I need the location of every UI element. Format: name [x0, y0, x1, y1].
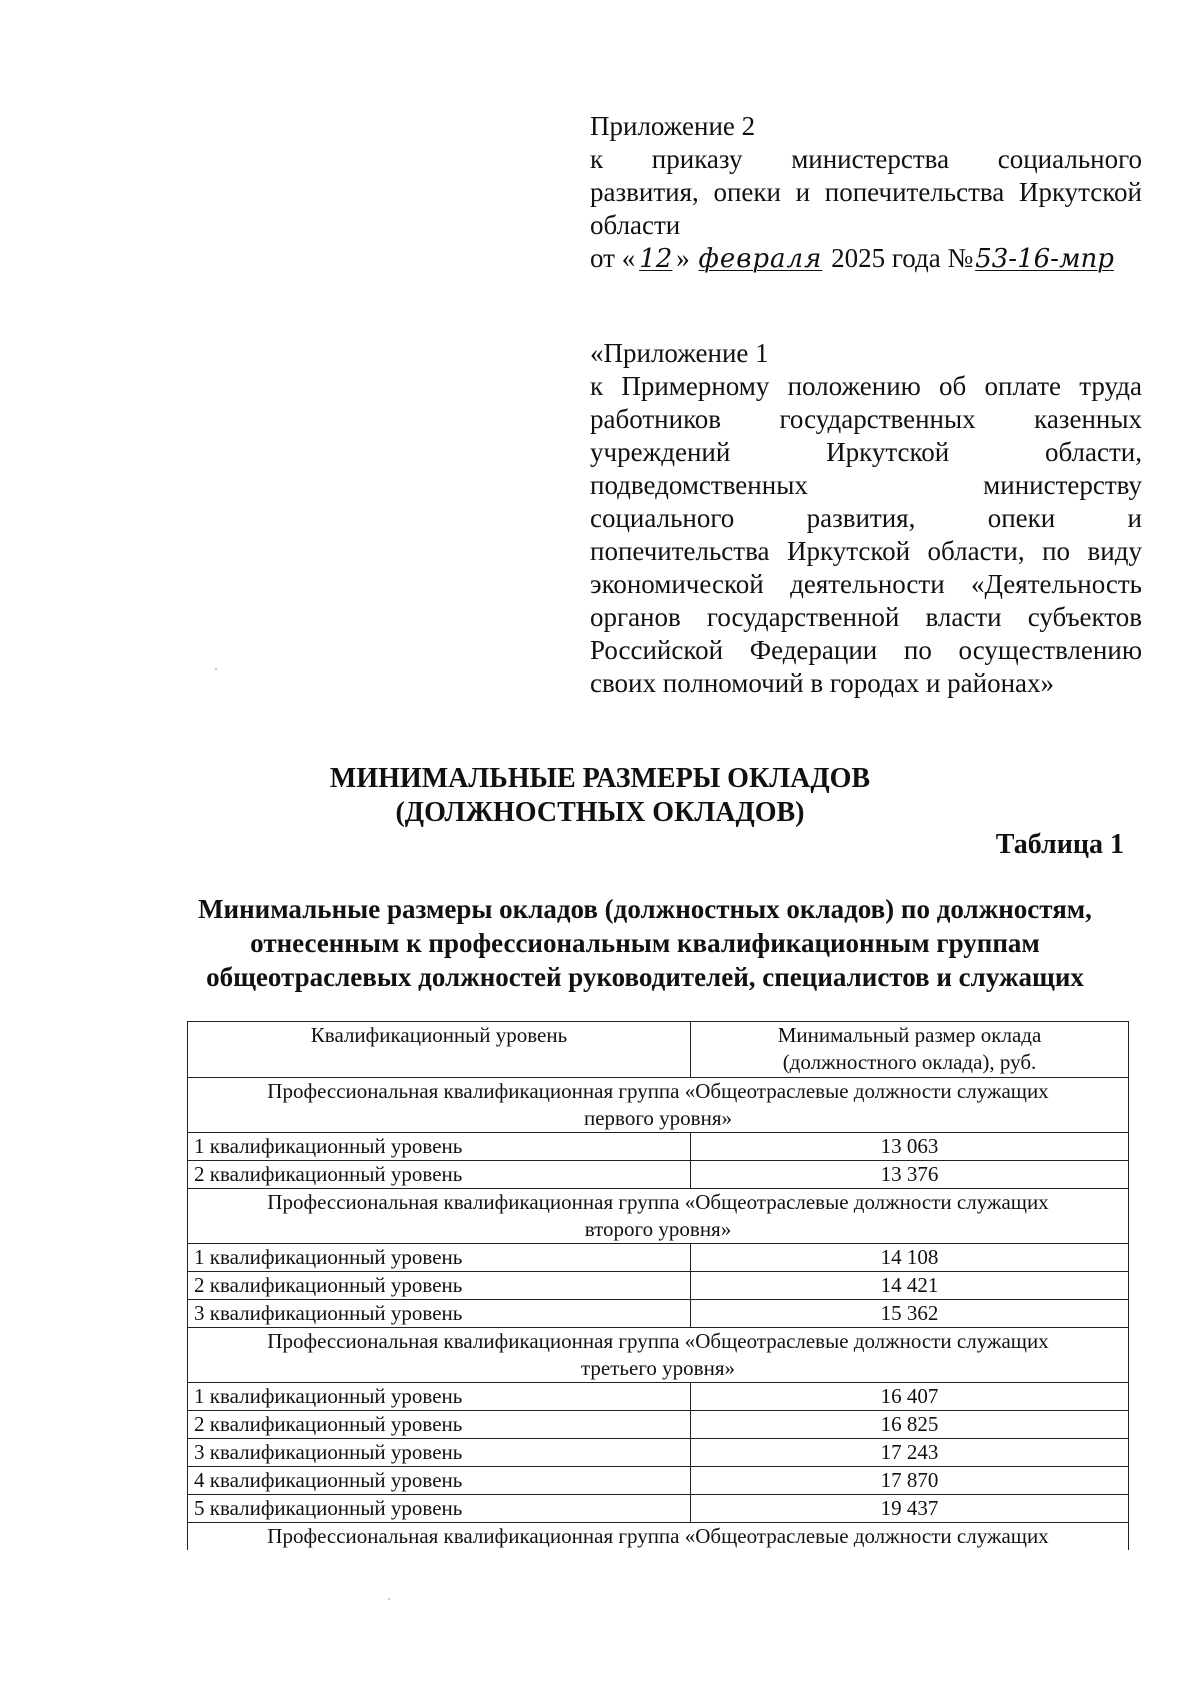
group-title-line: первого уровня»: [584, 1106, 732, 1130]
salary-cell: 19 437: [691, 1495, 1129, 1523]
salary-cell: 16 407: [691, 1383, 1129, 1411]
salary-cell: 16 825: [691, 1411, 1129, 1439]
table-heading-line: общеотраслевых должностей руководителей, специалистов и служащих: [206, 962, 1084, 992]
group-title-line: Профессиональная квалификационная группа «Общеотраслевые должности служащих: [267, 1079, 1049, 1103]
scan-speck: [388, 1598, 390, 1600]
group-title-line: Профессиональная квалификационная группа «Общеотраслевые должности служащих: [267, 1524, 1049, 1548]
table-row: [188, 1272, 1129, 1300]
group-row: [188, 1523, 1129, 1551]
level-cell: 2 квалификационный уровень: [188, 1272, 691, 1300]
table-row: [188, 1161, 1129, 1189]
date-quote: »: [676, 243, 690, 273]
appendix-2-line: развития, опеки и попечительства Иркутской: [590, 177, 1142, 207]
table-row: [188, 1439, 1129, 1467]
level-cell: 2 квалификационный уровень: [188, 1161, 691, 1189]
salary-cell: 15 362: [691, 1300, 1129, 1328]
table-heading-line: отнесенным к профессиональным квалификационным группам: [250, 928, 1040, 958]
appendix-1-line: Российской Федерации по осуществлению: [590, 635, 1142, 665]
appendix-1-block: [590, 337, 1142, 700]
handwritten-order-number: 53-16-мпр: [975, 244, 1114, 274]
group-title-line: Профессиональная квалификационная группа «Общеотраслевые должности служащих: [267, 1329, 1049, 1353]
table-label: Таблица 1: [995, 829, 1124, 860]
group-title: [188, 1523, 1129, 1551]
appendix-1-line: социального развития, опеки и: [590, 503, 1142, 533]
header-level: Квалификационный уровень: [188, 1022, 691, 1078]
table-row: [188, 1133, 1129, 1161]
header-salary-line: (должностного оклада), руб.: [782, 1050, 1037, 1074]
order-date-line: [590, 242, 1142, 276]
group-title: [188, 1189, 1129, 1244]
appendix-1-line: попечительства Иркутской области, по виду: [590, 536, 1142, 566]
scan-speck: [215, 668, 217, 670]
table-heading: [150, 892, 1140, 994]
level-cell: 3 квалификационный уровень: [188, 1300, 691, 1328]
handwritten-month: февраля: [698, 244, 823, 274]
salary-cell: 14 421: [691, 1272, 1129, 1300]
group-title: [188, 1328, 1129, 1383]
table-heading-line: Минимальные размеры окладов (должностных окладов) по должностям,: [198, 894, 1092, 924]
group-title-line: третьего уровня»: [581, 1356, 735, 1380]
table-row: [188, 1411, 1129, 1439]
header-salary: [691, 1022, 1129, 1078]
group-title-line: Профессиональная квалификационная группа «Общеотраслевые должности служащих: [267, 1190, 1049, 1214]
level-cell: 1 квалификационный уровень: [188, 1244, 691, 1272]
salary-cell: 14 108: [691, 1244, 1129, 1272]
appendix-1-line: подведомственных министерству: [590, 470, 1142, 500]
table-row: [188, 1300, 1129, 1328]
group-row: [188, 1328, 1129, 1383]
salary-cell: 13 063: [691, 1133, 1129, 1161]
appendix-1-line: к Примерному положению об оплате труда: [590, 371, 1142, 401]
level-cell: 4 квалификационный уровень: [188, 1467, 691, 1495]
handwritten-day: 12: [639, 244, 673, 274]
salary-cell: 17 243: [691, 1439, 1129, 1467]
appendix-1-line: экономической деятельности «Деятельность: [590, 569, 1142, 599]
date-year-text: 2025 года №: [831, 243, 974, 273]
title-line: (ДОЛЖНОСТНЫХ ОКЛАДОВ): [395, 797, 805, 828]
table-row: [188, 1244, 1129, 1272]
appendix-1-line: учреждений Иркутской области,: [590, 437, 1142, 467]
salary-table: [187, 1021, 1129, 1550]
appendix-2-block: [590, 110, 1142, 276]
appendix-1-line: органов государственной власти субъектов: [590, 602, 1142, 632]
group-title: [188, 1078, 1129, 1133]
appendix-1-line: своих полномочий в городах и районах»: [590, 668, 1055, 698]
group-title-line: второго уровня»: [584, 1217, 732, 1241]
level-cell: 1 квалификационный уровень: [188, 1383, 691, 1411]
date-prefix: от «: [590, 243, 636, 273]
salary-cell: 17 870: [691, 1467, 1129, 1495]
header-salary-line: Минимальный размер оклада: [777, 1023, 1042, 1047]
appendix-2-line: области: [590, 210, 681, 240]
table-row: [188, 1383, 1129, 1411]
title-line: МИНИМАЛЬНЫЕ РАЗМЕРЫ ОКЛАДОВ: [329, 763, 871, 794]
appendix-2-title: Приложение 2: [590, 111, 756, 141]
salary-cell: 13 376: [691, 1161, 1129, 1189]
group-row: [188, 1078, 1129, 1133]
table-row: [188, 1495, 1129, 1523]
level-cell: 3 квалификационный уровень: [188, 1439, 691, 1467]
appendix-1-title: «Приложение 1: [590, 338, 769, 368]
table-header-row: [188, 1022, 1129, 1078]
level-cell: 2 квалификационный уровень: [188, 1411, 691, 1439]
level-cell: 5 квалификационный уровень: [188, 1495, 691, 1523]
appendix-1-line: работников государственных казенных: [590, 404, 1142, 434]
level-cell: 1 квалификационный уровень: [188, 1133, 691, 1161]
table-row: [188, 1467, 1129, 1495]
document-title: [0, 762, 1200, 830]
group-row: [188, 1189, 1129, 1244]
appendix-2-line: к приказу министерства социального: [590, 144, 1142, 174]
